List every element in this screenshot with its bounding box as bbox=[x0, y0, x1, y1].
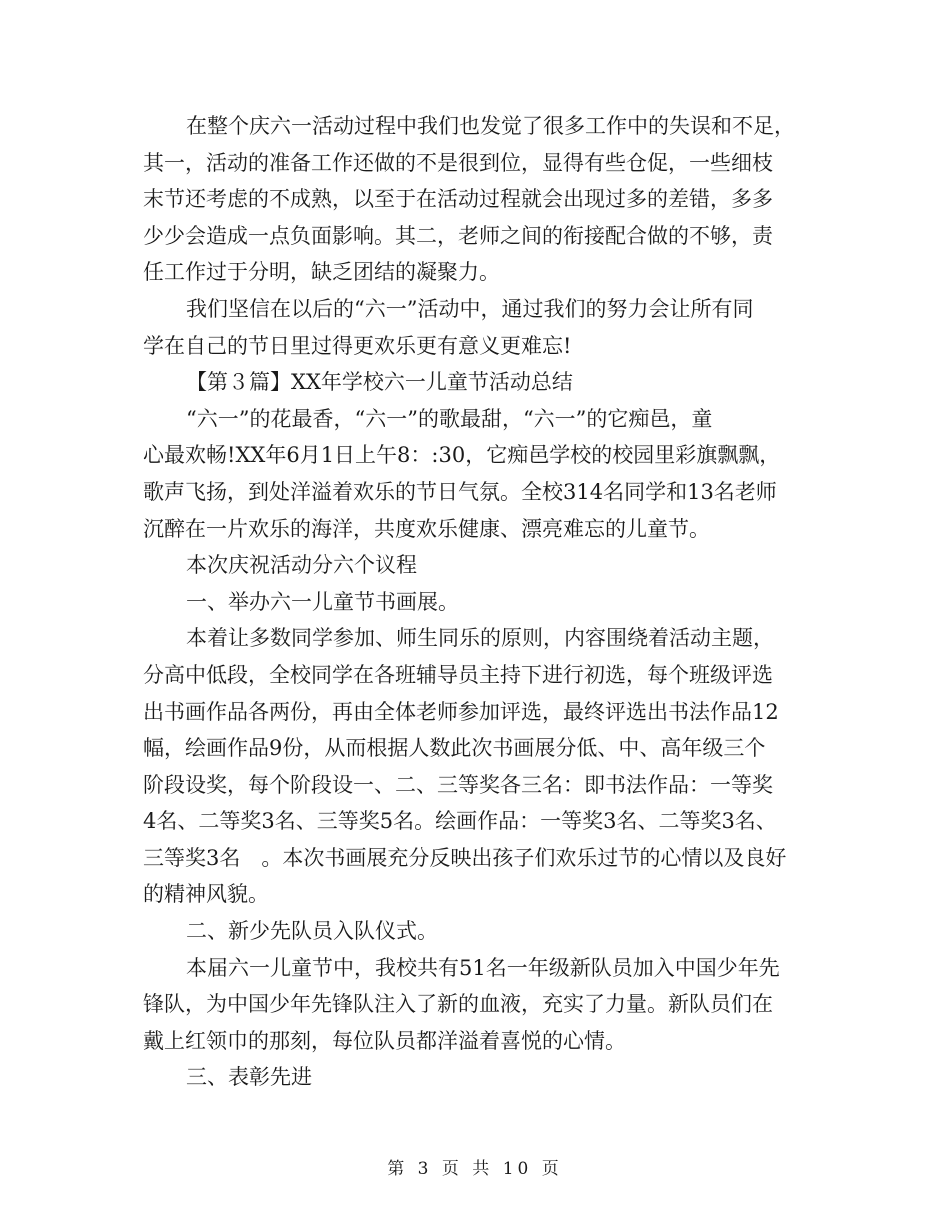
text-line: 在整个庆六一活动过程中我们也发觉了很多工作中的失误和不足， bbox=[186, 114, 795, 138]
text-line: 歌声飞扬，到处洋溢着欢乐的节日气氛。全校314名同学和13名老师 bbox=[143, 479, 777, 504]
text-line: 少少会造成一点负面影响。其二，老师之间的衔接配合做的不够，责 bbox=[143, 223, 773, 248]
text-line: 学在自己的节日里过得更欢乐更有意义更难忘! bbox=[143, 333, 572, 358]
text-line: 戴上红领巾的那刻，每位队员都洋溢着喜悦的心情。 bbox=[143, 1028, 626, 1053]
text-line: 三等奖3名 。本次书画展充分反映出孩子们欢乐过节的心情以及良好 bbox=[143, 845, 787, 870]
page-number-footer: 第 3 页 共 10 页 bbox=[387, 1159, 563, 1179]
text-line: “六一”的花最香，“六一”的歌最甜，“六一”的它痴邑，童 bbox=[186, 406, 713, 431]
text-line: 心最欢畅!XX年6月1日上午8：:30，它痴邑学校的校园里彩旗飘飘， bbox=[143, 443, 781, 468]
text-line: 我们坚信在以后的“六一”活动中，通过我们的努力会让所有同 bbox=[186, 296, 754, 321]
text-line: 的精神风貌。 bbox=[143, 882, 269, 907]
text-line: 本届六一儿童节中，我校共有51名一年级新队员加入中国少年先 bbox=[186, 955, 780, 980]
section-heading: 【第３篇】XX年学校六一儿童节活动总结 bbox=[186, 370, 573, 395]
text-line: 分高中低段，全校同学在各班辅导员主持下进行初选，每个班级评选 bbox=[143, 662, 773, 687]
text-line: 本着让多数同学参加、师生同乐的原则，内容围绕着活动主题， bbox=[186, 626, 774, 651]
text-line: 幅，绘画作品9份，从而根据人数此次书画展分低、中、高年级三个 bbox=[143, 736, 766, 761]
text-line: 本次庆祝活动分六个议程 bbox=[186, 553, 417, 578]
item-heading: 一、举办六一儿童节书画展。 bbox=[186, 589, 459, 614]
text-line: 出书画作品各两份，再由全体老师参加评选，最终评选出书法作品12 bbox=[143, 699, 779, 724]
text-line: 锋队，为中国少年先锋队注入了新的血液，充实了力量。新队员们在 bbox=[143, 992, 773, 1017]
item-heading: 二、新少先队员入队仪式。 bbox=[186, 919, 438, 944]
text-line: 其一，活动的准备工作还做的不是很到位，显得有些仓促，一些细枝 bbox=[143, 150, 773, 175]
text-line: 阶段设奖，每个阶段设一、二、三等奖各三名：即书法作品：一等奖 bbox=[143, 772, 773, 797]
text-line: 4名、二等奖3名、三等奖5名。绘画作品：一等奖3名、二等奖3名、 bbox=[143, 809, 777, 834]
text-line: 任工作过于分明，缺乏团结的凝聚力。 bbox=[143, 260, 500, 285]
document-body bbox=[143, 108, 813, 1096]
text-line: 沉醉在一片欢乐的海洋，共度欢乐健康、漂亮难忘的儿童节。 bbox=[143, 516, 710, 541]
item-heading: 三、表彰先进 bbox=[186, 1065, 312, 1090]
text-line: 末节还考虑的不成熟，以至于在活动过程就会出现过多的差错，多多 bbox=[143, 187, 773, 212]
